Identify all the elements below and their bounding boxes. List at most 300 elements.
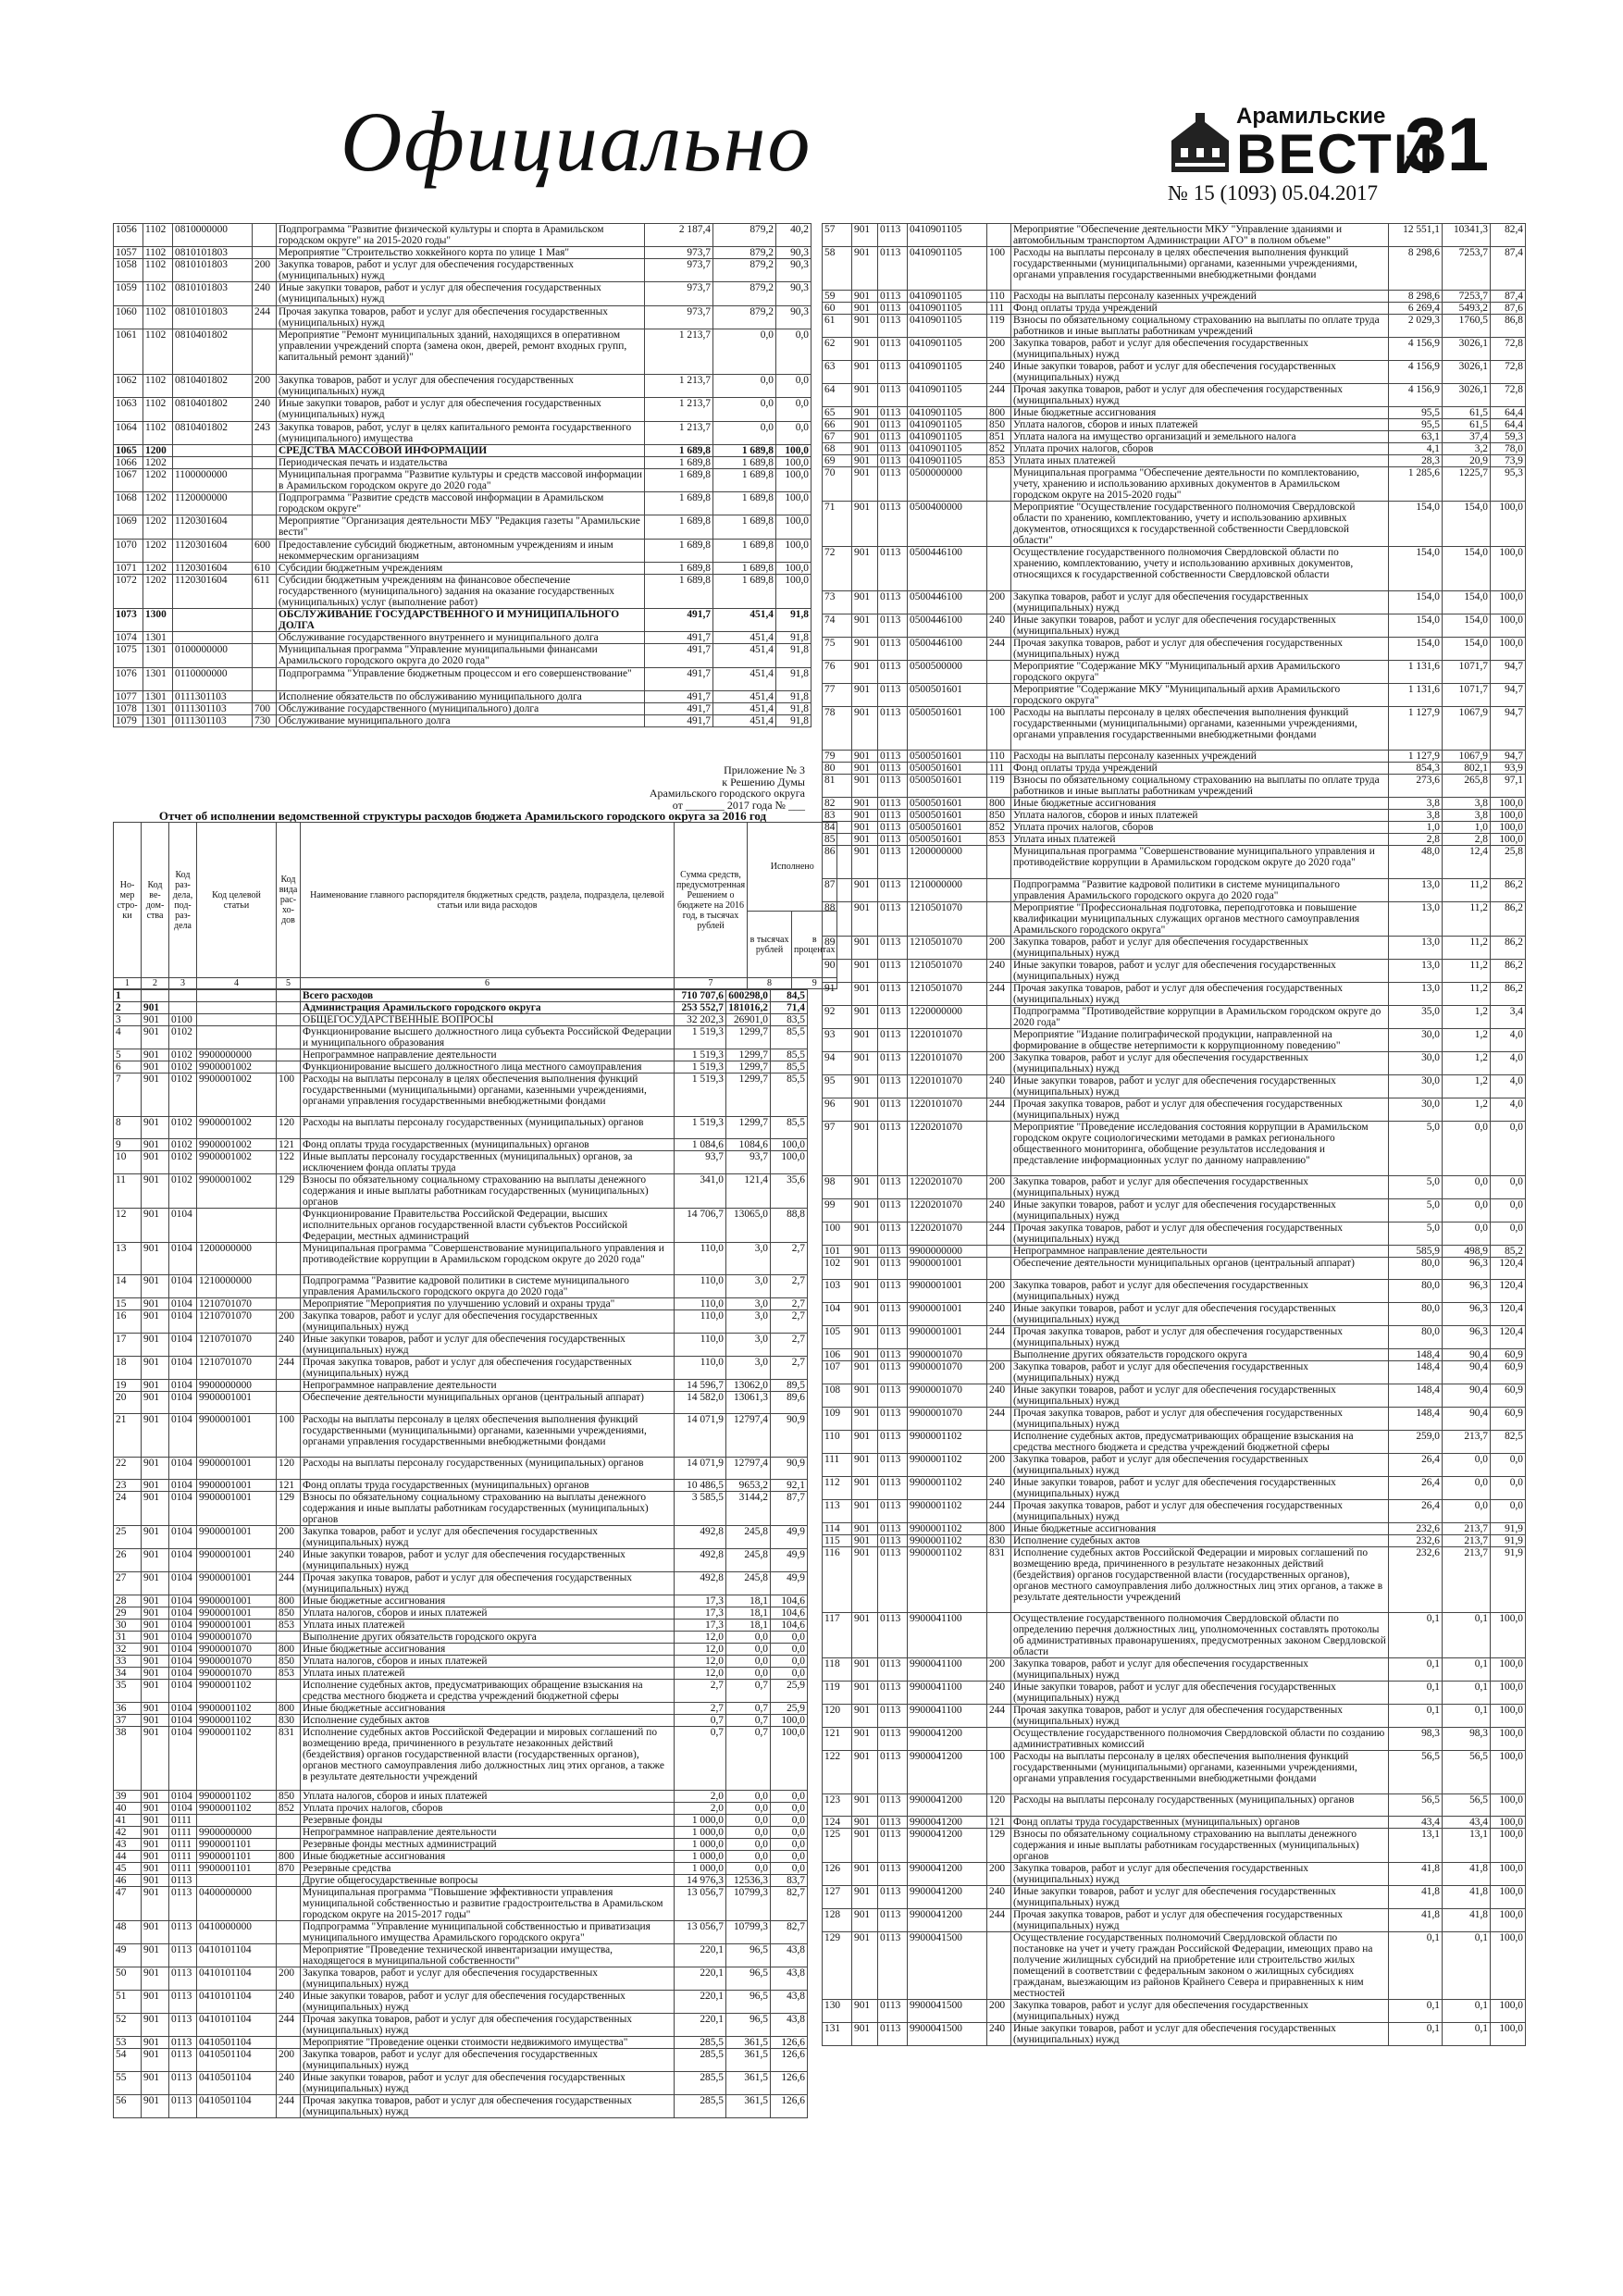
executed-amount-cell: 1299,7 xyxy=(726,1026,771,1049)
expense-type-cell xyxy=(277,1944,301,1967)
department-code-cell: 901 xyxy=(852,982,878,1005)
executed-amount-cell: 96,5 xyxy=(726,1991,771,2014)
department-code-cell: 901 xyxy=(142,1726,169,1791)
percent-cell: 0,0 xyxy=(1491,1175,1526,1198)
expense-type-cell xyxy=(253,468,277,491)
executed-amount-cell: 0,7 xyxy=(726,1702,771,1714)
section-code-cell: 0113 xyxy=(878,1727,908,1750)
percent-cell: 100,0 xyxy=(1491,1886,1526,1909)
percent-cell: 82,7 xyxy=(771,1887,808,1921)
planned-amount-cell: 154,0 xyxy=(1389,547,1443,590)
planned-amount-cell: 0,7 xyxy=(675,1726,726,1791)
expense-type-cell: 200 xyxy=(987,1280,1011,1303)
row-number-cell: 9 xyxy=(114,1138,142,1150)
department-code-cell: 901 xyxy=(852,763,878,775)
table-row xyxy=(823,1829,1526,1863)
percent-cell: 126,6 xyxy=(771,2037,808,2049)
executed-amount-cell: 11,2 xyxy=(1443,959,1491,982)
percent-cell: 100,0 xyxy=(776,574,812,608)
name-cell: Расходы на выплаты персоналу в целях обеспечения выполнения функций государственными (муниципальными) органами, казенными учреждениями, органами управления государственными внебюджетными фондами xyxy=(1011,1750,1389,1793)
section-code-cell: 0113 xyxy=(878,455,908,467)
name-cell: Мероприятие "Осуществление государственного полномочия Свердловской области по хранению, комплектованию, учету и использованию архивных документов, относящихся к государственной собственности Свердловской области" xyxy=(1011,502,1389,547)
department-code-cell: 901 xyxy=(852,1886,878,1909)
section-code-cell: 0113 xyxy=(878,1523,908,1535)
planned-amount-cell: 585,9 xyxy=(1389,1245,1443,1257)
percent-cell: 91,8 xyxy=(776,714,812,726)
section-code-cell: 0113 xyxy=(878,1098,908,1121)
section-code-cell: 1102 xyxy=(143,247,173,259)
section-code-cell: 1301 xyxy=(143,690,173,702)
planned-amount-cell: 93,7 xyxy=(675,1150,726,1173)
expense-type-cell: 600 xyxy=(253,539,277,562)
section-code-cell: 0113 xyxy=(878,1280,908,1303)
row-number-cell: 97 xyxy=(823,1121,852,1175)
percent-cell: 100,0 xyxy=(1491,1932,1526,2000)
name-cell: Прочая закупка товаров, работ и услуг для обеспечения государственных (муниципальных) нужд xyxy=(1011,982,1389,1005)
expense-type-cell xyxy=(987,1028,1011,1051)
expense-type-cell: 852 xyxy=(277,1803,301,1815)
masthead xyxy=(0,0,1623,231)
name-cell: Закупка товаров, работ и услуг для обеспечения государственных (муниципальных) нужд xyxy=(301,1310,675,1334)
department-code-cell: 901 xyxy=(142,1479,169,1491)
percent-cell: 90,3 xyxy=(776,282,812,305)
expense-type-cell xyxy=(277,1002,301,1014)
table-row xyxy=(114,1061,808,1074)
percent-cell: 89,5 xyxy=(771,1380,808,1392)
target-article-cell: 9900001001 xyxy=(197,1525,277,1548)
executed-amount-cell: 12797,4 xyxy=(726,1413,771,1457)
executed-amount-cell: 213,7 xyxy=(1443,1523,1491,1535)
planned-amount-cell: 14 582,0 xyxy=(675,1392,726,1414)
planned-amount-cell: 14 596,7 xyxy=(675,1380,726,1392)
planned-amount-cell: 0,1 xyxy=(1389,1932,1443,2000)
row-number-cell: 1067 xyxy=(114,468,143,491)
row-number-cell: 22 xyxy=(114,1457,142,1479)
section-code-cell: 0104 xyxy=(169,1479,197,1491)
planned-amount-cell: 26,4 xyxy=(1389,1477,1443,1500)
table-row xyxy=(114,1667,808,1679)
executed-amount-cell: 0,0 xyxy=(1443,1121,1491,1175)
expense-type-cell xyxy=(253,690,277,702)
row-number-cell: 86 xyxy=(823,846,852,879)
percent-cell: 91,8 xyxy=(776,690,812,702)
section-code-cell: 0104 xyxy=(169,1619,197,1631)
percent-cell: 25,9 xyxy=(771,1702,808,1714)
row-number-cell: 27 xyxy=(114,1571,142,1595)
department-code-cell: 901 xyxy=(852,1431,878,1454)
expense-type-cell: 240 xyxy=(987,1477,1011,1500)
row-number-cell: 48 xyxy=(114,1921,142,1944)
percent-cell: 59,3 xyxy=(1491,431,1526,443)
target-article-cell: 9900001002 xyxy=(197,1138,277,1150)
executed-amount-cell: 41,8 xyxy=(1443,1909,1491,1932)
row-number-cell: 89 xyxy=(823,936,852,959)
section-code-cell: 0104 xyxy=(169,1242,197,1274)
section-code-cell: 0113 xyxy=(169,1875,197,1887)
row-number-cell: 122 xyxy=(823,1750,852,1793)
department-code-cell: 901 xyxy=(852,822,878,834)
expense-type-cell: 120 xyxy=(277,1457,301,1479)
table-row xyxy=(114,1726,808,1791)
target-article-cell: 0500400000 xyxy=(908,502,987,547)
expense-type-cell xyxy=(277,1298,301,1310)
expense-type-cell: 800 xyxy=(987,407,1011,419)
percent-cell: 43,8 xyxy=(771,2014,808,2037)
section-code-cell: 0100 xyxy=(169,1014,197,1026)
table-row xyxy=(823,1431,1526,1454)
department-code-cell: 901 xyxy=(142,2095,169,2118)
row-number-cell: 102 xyxy=(823,1257,852,1279)
percent-cell: 90,9 xyxy=(771,1413,808,1457)
name-cell: Выполнение других обязательств городского округа xyxy=(1011,1349,1389,1361)
planned-amount-cell: 95,5 xyxy=(1389,407,1443,419)
percent-cell: 4,0 xyxy=(1491,1028,1526,1051)
expense-type-cell xyxy=(277,2037,301,2049)
section-code-cell: 1301 xyxy=(143,714,173,726)
section-code-cell: 1102 xyxy=(143,375,173,398)
target-article-cell: 1200000000 xyxy=(197,1242,277,1274)
name-cell: Иные бюджетные ассигнования xyxy=(1011,1523,1389,1535)
department-code-cell: 901 xyxy=(142,1242,169,1274)
target-article-cell: 0500501601 xyxy=(908,822,987,834)
target-article-cell: 9900001102 xyxy=(908,1523,987,1535)
percent-cell: 71,4 xyxy=(771,1002,808,1014)
planned-amount-cell: 3,8 xyxy=(1389,810,1443,822)
table-row xyxy=(823,775,1526,798)
table-row xyxy=(823,959,1526,982)
target-article-cell: 9900001070 xyxy=(908,1361,987,1384)
section-code-cell: 0113 xyxy=(878,810,908,822)
section-code-cell: 0113 xyxy=(878,614,908,637)
table-row xyxy=(114,1479,808,1491)
percent-cell: 126,6 xyxy=(771,2072,808,2095)
department-code-cell: 901 xyxy=(142,1667,169,1679)
planned-amount-cell: 1 213,7 xyxy=(645,398,713,421)
planned-amount-cell: 285,5 xyxy=(675,2095,726,2118)
section-code-cell: 0113 xyxy=(169,2095,197,2118)
executed-amount-cell: 1071,7 xyxy=(1443,683,1491,706)
percent-cell: 100,0 xyxy=(776,515,812,539)
row-number-cell: 117 xyxy=(823,1612,852,1657)
department-code-cell: 901 xyxy=(852,1384,878,1408)
section-code-cell: 0113 xyxy=(878,1909,908,1932)
expense-type-cell: 120 xyxy=(277,1116,301,1138)
target-article-cell: 0410501104 xyxy=(197,2037,277,2049)
expense-type-cell xyxy=(987,1257,1011,1279)
row-number-cell: 1060 xyxy=(114,305,143,329)
table-row xyxy=(823,1074,1526,1098)
planned-amount-cell: 80,0 xyxy=(1389,1280,1443,1303)
row-number-cell: 71 xyxy=(823,502,852,547)
percent-cell: 100,0 xyxy=(1491,834,1526,846)
target-article-cell: 0500446100 xyxy=(908,614,987,637)
section-code-cell: 0113 xyxy=(878,1257,908,1279)
percent-cell: 85,5 xyxy=(771,1049,808,1061)
expense-type-cell: 851 xyxy=(987,431,1011,443)
row-number-cell: 47 xyxy=(114,1887,142,1921)
row-number-cell: 4 xyxy=(114,1026,142,1049)
executed-amount-cell: 1084,6 xyxy=(726,1138,771,1150)
target-article-cell: 0410000000 xyxy=(197,1921,277,1944)
planned-amount-cell: 30,0 xyxy=(1389,1074,1443,1098)
target-article-cell: 0500501601 xyxy=(908,798,987,810)
expense-type-cell: 240 xyxy=(987,959,1011,982)
row-number-cell: 37 xyxy=(114,1714,142,1726)
table-row xyxy=(823,303,1526,315)
percent-cell: 25,8 xyxy=(1491,846,1526,879)
table-row xyxy=(823,315,1526,338)
expense-type-cell xyxy=(987,1121,1011,1175)
table-row xyxy=(114,1967,808,1991)
expense-type-cell xyxy=(987,1612,1011,1657)
expense-type-cell xyxy=(277,1679,301,1702)
department-code-cell: 901 xyxy=(852,1477,878,1500)
section-code-cell: 0113 xyxy=(878,443,908,455)
planned-amount-cell: 110,0 xyxy=(675,1334,726,1357)
expense-type-cell: 200 xyxy=(253,375,277,398)
expense-type-cell xyxy=(987,1727,1011,1750)
percent-cell: 73,9 xyxy=(1491,455,1526,467)
planned-amount-cell: 4 156,9 xyxy=(1389,338,1443,361)
name-cell: Расходы на выплаты персоналу казенных учреждений xyxy=(1011,751,1389,763)
name-cell: Иные закупки товаров, работ и услуг для обеспечения государственных (муниципальных) нужд xyxy=(1011,1477,1389,1500)
table-row xyxy=(114,562,812,574)
executed-amount-cell: 0,0 xyxy=(726,1839,771,1851)
department-code-cell: 901 xyxy=(852,1408,878,1431)
executed-amount-cell: 451,4 xyxy=(713,702,776,714)
section-code-cell: 0113 xyxy=(169,2037,197,2049)
planned-amount-cell: 1 519,3 xyxy=(675,1026,726,1049)
planned-amount-cell: 220,1 xyxy=(675,2014,726,2037)
section-code-cell: 0113 xyxy=(878,1681,908,1704)
planned-amount-cell: 4 156,9 xyxy=(1389,384,1443,407)
section-code-cell: 0113 xyxy=(878,1932,908,2000)
name-cell: Подпрограмма "Противодействие коррупции в Арамильском городском округе до 2020 года" xyxy=(1011,1005,1389,1028)
percent-cell: 2,7 xyxy=(771,1242,808,1274)
name-cell: Иные закупки товаров, работ и услуг для обеспечения государственных (муниципальных) нужд xyxy=(1011,2023,1389,2046)
planned-amount-cell: 2 029,3 xyxy=(1389,315,1443,338)
percent-cell: 43,8 xyxy=(771,1967,808,1991)
expense-type-cell xyxy=(987,1431,1011,1454)
row-number-cell: 91 xyxy=(823,982,852,1005)
section-code-cell: 1202 xyxy=(143,515,173,539)
name-cell: Муниципальная программа "Повышение эффективности управления муниципальной собственностью и развитие градостроительства в Арамильском городском округе на 2015-2017 годы" xyxy=(301,1887,675,1921)
row-number-cell: 14 xyxy=(114,1275,142,1298)
table-row xyxy=(114,1457,808,1479)
section-code-cell: 0113 xyxy=(878,303,908,315)
expense-type-cell: 244 xyxy=(277,1357,301,1380)
department-code-cell: 901 xyxy=(852,1349,878,1361)
expense-type-cell: 850 xyxy=(277,1607,301,1619)
percent-cell: 90,3 xyxy=(776,305,812,329)
department-code-cell: 901 xyxy=(142,1413,169,1457)
row-number-cell: 1066 xyxy=(114,456,143,468)
row-number-cell: 17 xyxy=(114,1334,142,1357)
name-cell: Исполнение судебных актов, предусматривающих обращение взыскания на средства местного бюджета и средства учреждений бюджетной сферы xyxy=(301,1679,675,1702)
section-code-cell: 0102 xyxy=(169,1061,197,1074)
section-code-cell: 0104 xyxy=(169,1631,197,1643)
row-number-cell: 73 xyxy=(823,590,852,614)
planned-amount-cell: 110,0 xyxy=(675,1298,726,1310)
expense-type-cell: 100 xyxy=(987,706,1011,750)
expense-type-cell: 200 xyxy=(987,1051,1011,1074)
percent-cell: 91,8 xyxy=(776,644,812,667)
expense-type-cell xyxy=(277,1242,301,1274)
executed-amount-cell: 96,5 xyxy=(726,1944,771,1967)
row-number-cell: 1 xyxy=(114,990,142,1002)
percent-cell: 120,4 xyxy=(1491,1257,1526,1279)
department-code-cell: 901 xyxy=(852,1303,878,1326)
department-code-cell: 901 xyxy=(852,315,878,338)
table-row xyxy=(823,590,1526,614)
target-article-cell: 9900001102 xyxy=(908,1547,987,1613)
executed-amount-cell: 0,0 xyxy=(726,1851,771,1863)
executed-amount-cell: 3,8 xyxy=(1443,798,1491,810)
planned-amount-cell: 5,0 xyxy=(1389,1198,1443,1222)
planned-amount-cell: 6 269,4 xyxy=(1389,303,1443,315)
expense-type-cell: 244 xyxy=(987,982,1011,1005)
table-row xyxy=(114,1839,808,1851)
target-article-cell: 1210501070 xyxy=(908,936,987,959)
name-cell: Осуществление государственного полномочия Свердловской области по определению перечня должностных лиц, уполномоченных составлять протоколы об административных правонарушениях, предусмотренных законом Свердловской области xyxy=(1011,1612,1389,1657)
percent-cell: 85,5 xyxy=(771,1026,808,1049)
department-code-cell: 901 xyxy=(852,1098,878,1121)
planned-amount-cell: 2,7 xyxy=(675,1679,726,1702)
planned-amount-cell: 341,0 xyxy=(675,1173,726,1208)
percent-cell: 0,0 xyxy=(1491,1222,1526,1245)
table-row xyxy=(114,375,812,398)
department-code-cell: 901 xyxy=(142,1991,169,2014)
row-number-cell: 95 xyxy=(823,1074,852,1098)
planned-amount-cell: 973,7 xyxy=(645,305,713,329)
target-article-cell: 0410901105 xyxy=(908,361,987,384)
section-code-cell: 0113 xyxy=(878,1245,908,1257)
section-code-cell: 0104 xyxy=(169,1457,197,1479)
name-cell: Обеспечение деятельности муниципальных органов (центральный аппарат) xyxy=(1011,1257,1389,1279)
expense-type-cell: 800 xyxy=(277,1851,301,1863)
expense-type-cell: 121 xyxy=(277,1138,301,1150)
name-cell: Уплата иных платежей xyxy=(1011,455,1389,467)
table-row xyxy=(823,1863,1526,1886)
executed-amount-cell: 154,0 xyxy=(1443,637,1491,660)
target-article-cell: 9900001102 xyxy=(197,1679,277,1702)
planned-amount-cell: 110,0 xyxy=(675,1242,726,1274)
name-cell: Уплата иных платежей xyxy=(1011,834,1389,846)
column-number-cell: 2 xyxy=(142,978,169,989)
row-number-cell: 104 xyxy=(823,1303,852,1326)
table-row xyxy=(823,936,1526,959)
executed-amount-cell: 451,4 xyxy=(713,667,776,690)
name-cell: Иные закупки товаров, работ и услуг для обеспечения государственных (муниципальных) нужд xyxy=(1011,614,1389,637)
planned-amount-cell: 41,8 xyxy=(1389,1863,1443,1886)
target-article-cell: 9900001002 xyxy=(197,1150,277,1173)
department-code-cell: 901 xyxy=(852,1454,878,1477)
executed-amount-cell: 1,2 xyxy=(1443,1051,1491,1074)
row-number-cell: 1078 xyxy=(114,702,143,714)
percent-cell: 40,2 xyxy=(776,224,812,247)
target-article-cell: 9900001102 xyxy=(197,1791,277,1803)
department-code-cell: 901 xyxy=(852,1500,878,1523)
percent-cell: 100,0 xyxy=(771,1150,808,1173)
name-cell: Иные закупки товаров, работ и услуг для обеспечения государственных (муниципальных) нужд xyxy=(1011,361,1389,384)
section-code-cell: 1102 xyxy=(143,305,173,329)
executed-amount-cell: 13061,3 xyxy=(726,1392,771,1414)
name-cell: Резервные средства xyxy=(301,1863,675,1875)
table-row xyxy=(114,305,812,329)
section-code-cell: 0113 xyxy=(878,1829,908,1863)
name-cell: Иные закупки товаров, работ и услуг для обеспечения государственных (муниципальных) нужд xyxy=(301,1334,675,1357)
percent-cell: 86,2 xyxy=(1491,936,1526,959)
table-row xyxy=(114,1791,808,1803)
section-code-cell: 0102 xyxy=(169,1150,197,1173)
column-number-cell: 6 xyxy=(301,978,675,989)
percent-cell: 94,7 xyxy=(1491,683,1526,706)
department-code-cell: 901 xyxy=(852,1051,878,1074)
name-cell: Расходы на выплаты персоналу государственных (муниципальных) органов xyxy=(1011,1794,1389,1817)
row-number-cell: 1079 xyxy=(114,714,143,726)
percent-cell: 88,8 xyxy=(771,1208,808,1242)
executed-amount-cell: 1760,5 xyxy=(1443,315,1491,338)
appendix-line-2: к Решению Думы xyxy=(722,775,805,788)
section-code-cell: 0113 xyxy=(878,338,908,361)
department-code-cell: 901 xyxy=(852,706,878,750)
target-article-cell: 0500446100 xyxy=(908,637,987,660)
department-code-cell: 901 xyxy=(142,1548,169,1571)
planned-amount-cell: 492,8 xyxy=(675,1548,726,1571)
department-code-cell: 901 xyxy=(852,1657,878,1681)
section-code-cell: 0113 xyxy=(878,936,908,959)
name-cell: Иные бюджетные ассигнования xyxy=(1011,407,1389,419)
percent-cell: 82,7 xyxy=(771,1921,808,1944)
name-cell: Иные закупки товаров, работ и услуг для обеспечения государственных (муниципальных) нужд xyxy=(1011,1384,1389,1408)
department-code-cell: 901 xyxy=(142,1875,169,1887)
name-cell: Функционирование высшего должностного лица субъекта Российской Федерации и муниципального образования xyxy=(301,1026,675,1049)
expense-type-cell: 240 xyxy=(253,398,277,421)
department-code-cell: 901 xyxy=(142,1921,169,1944)
planned-amount-cell: 43,4 xyxy=(1389,1817,1443,1829)
table-row xyxy=(114,1014,808,1026)
percent-cell: 49,9 xyxy=(771,1548,808,1571)
table-row xyxy=(823,1222,1526,1245)
percent-cell: 84,5 xyxy=(771,990,808,1002)
executed-amount-cell: 90,4 xyxy=(1443,1408,1491,1431)
expense-type-cell: 122 xyxy=(277,1150,301,1173)
table-row xyxy=(823,1657,1526,1681)
expense-type-cell: 853 xyxy=(987,455,1011,467)
expense-type-cell xyxy=(253,247,277,259)
expense-type-cell: 800 xyxy=(987,1523,1011,1535)
section-code-cell: 0104 xyxy=(169,1310,197,1334)
executed-amount-cell: 213,7 xyxy=(1443,1547,1491,1613)
name-cell: Уплата прочих налогов, сборов xyxy=(1011,822,1389,834)
department-code-cell: 901 xyxy=(852,2023,878,2046)
name-cell: Непрограммное направление деятельности xyxy=(1011,1245,1389,1257)
section-code-cell: 0113 xyxy=(878,1657,908,1681)
row-number-cell: 1065 xyxy=(114,444,143,456)
department-code-cell: 901 xyxy=(852,1280,878,1303)
row-number-cell: 12 xyxy=(114,1208,142,1242)
executed-amount-cell: 879,2 xyxy=(713,259,776,282)
name-cell: Уплата налогов, сборов и иных платежей xyxy=(1011,419,1389,431)
expense-type-cell: 200 xyxy=(987,338,1011,361)
executed-amount-cell: 0,0 xyxy=(1443,1198,1491,1222)
executed-amount-cell: 1299,7 xyxy=(726,1061,771,1074)
table-row xyxy=(114,1702,808,1714)
row-number-cell: 101 xyxy=(823,1245,852,1257)
row-number-cell: 96 xyxy=(823,1098,852,1121)
table-row xyxy=(823,1454,1526,1477)
row-number-cell: 1073 xyxy=(114,609,143,632)
